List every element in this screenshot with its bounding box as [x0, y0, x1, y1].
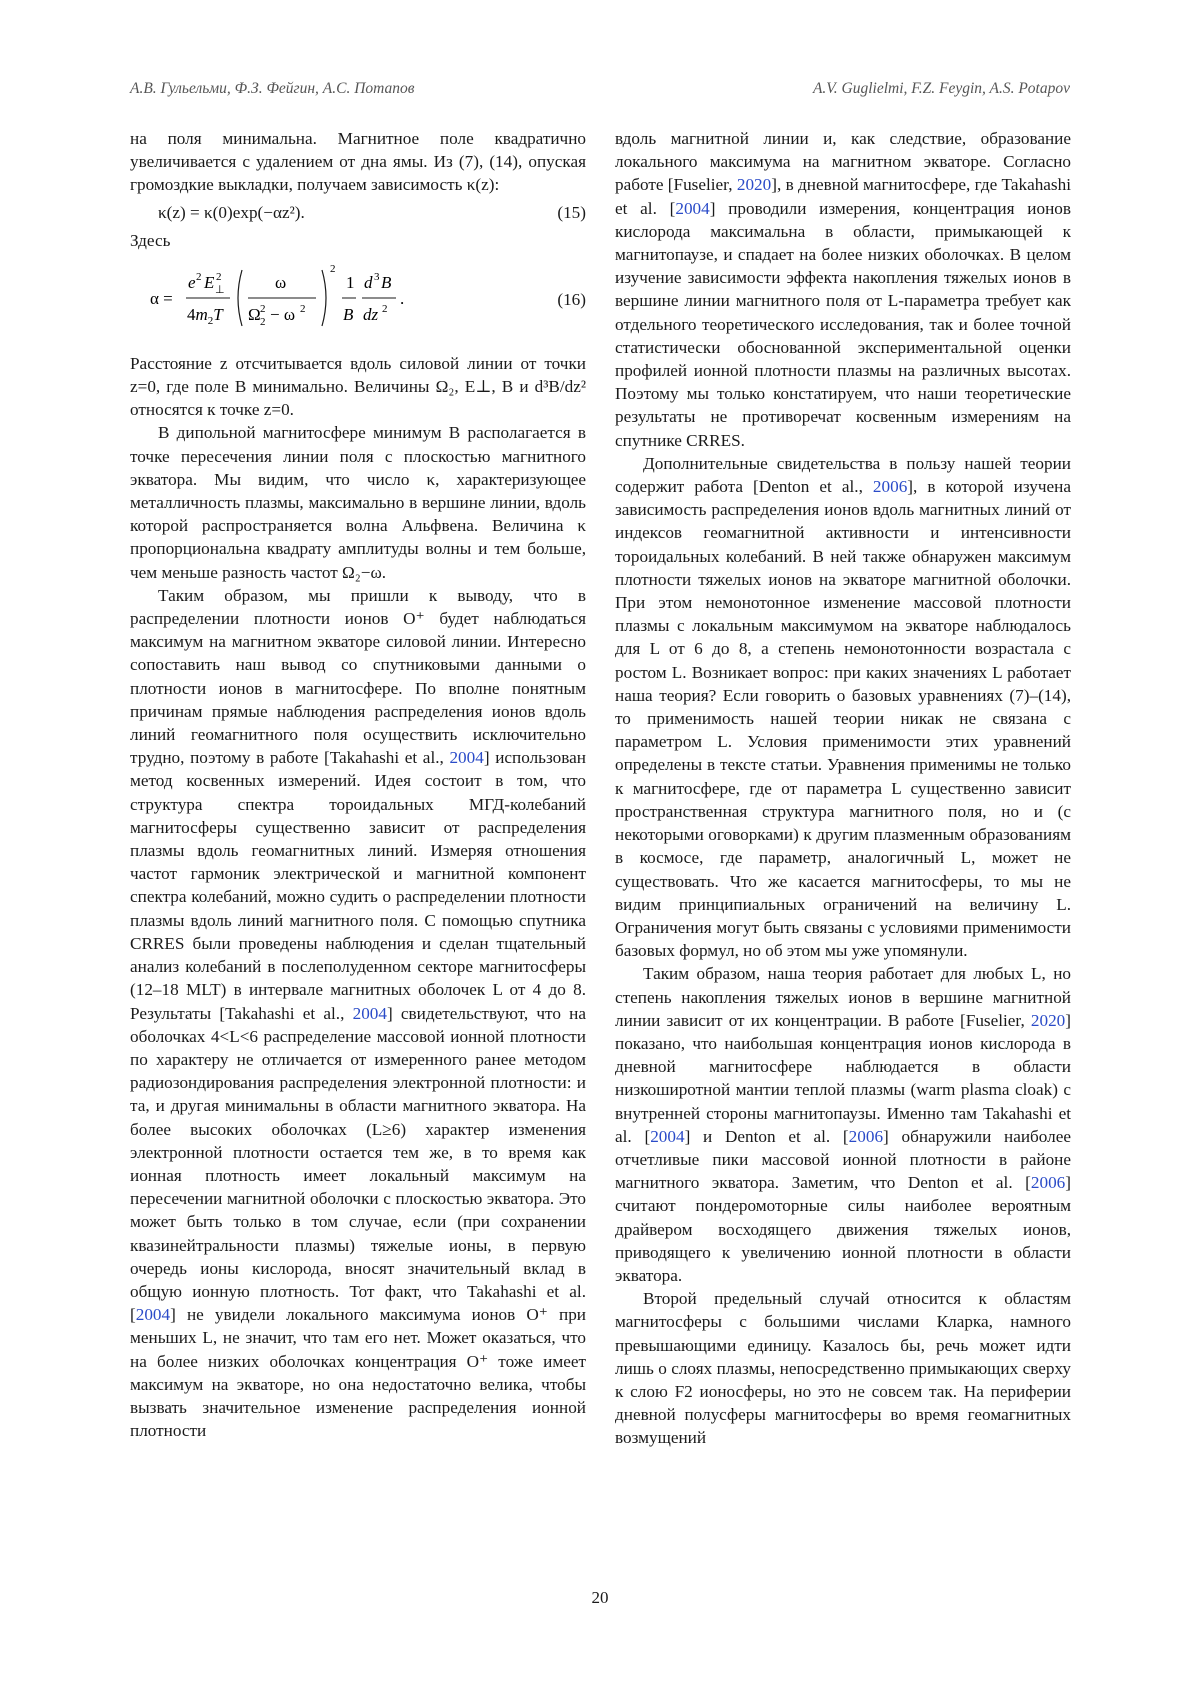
text-run: ] обнаружили наиболее отчетливые пики массовой ионной плотности в районе магнитного экватора. Заметим, что Denton et al. [ — [615, 1126, 1071, 1193]
citation-link[interactable]: 2006 — [848, 1126, 884, 1146]
text-run: вдоль магнитной линии и, как следствие, образование локального максимума на магнитном экваторе. Согласно работе [Fuselier, — [615, 129, 1071, 195]
citation-link[interactable]: 2006 — [872, 477, 908, 497]
svg-text:α =: α = — [150, 288, 173, 308]
svg-text:3: 3 — [374, 270, 380, 283]
text-run: ], в которой изучена зависимость распределения ионов вдоль магнитных линий от индексов геомагнитной активности и интенсивности тороидальных колебаний. В ней также обнаружен максимум плотности тяжелых ионов на экваторе магнитной оболочки. При этом немонотонное изменение массовой плотности плазмы с локальным максимумом на экваторе наблюдалось для L от 6 до 8, а степень немонотонности возрастала с ростом L. Возникает вопрос: при каких значениях L работает наша теория? Если говорить о базовых уравнениях (7)–(14), то применимость нашей теории никак не связана с параметром L. Условия применимости этих уравнений определены в тексте статьи. Уравнения применимы не только к магнитосфере, где от параметра L существенно зависит пространственная структура магнитного поля, но и (с некоторыми оговорками) к другим плазменным образованиям в космосе, где параметр, аналогичный L, может не существовать. Что же касается магнитосферы, то мы не видим принципиальных ограничений на величину L. Ограничения могут быть связаны с условиями применимости базовых формул, но об этом мы уже упомянули. — [615, 477, 1071, 961]
svg-text:1: 1 — [346, 272, 355, 292]
svg-text:dz: dz — [363, 304, 379, 324]
text-run: ], в дневной магнитосфере, где Takahashi et al. [ — [615, 175, 1071, 218]
svg-text:4m2T: $4m_2T$ — [187, 304, 223, 327]
equation-number: (16) — [557, 289, 586, 309]
text-run: ] проводили измерения, концентрация ионов кислорода максимальна в области, примыкающей к магнитопаузе, и спадает на более низких оболочках. В целом изучение зависимости эффекта накопления тяжелых ионов в вершине линии магнитного поля от L-параметра требует как отдельного теоретического исследования, так и более точной статистически обоснованной экспериментальной оценки профилей ионной плотности плазмы на различных высотах. Поэтому мы только констатируем, что наши теоретические результаты не противоречат косвенным измерениям на спутнике CRRES. — [615, 198, 1071, 450]
text-run: ] не увидели локального максимума ионов O⁺ при меньших L, не значит, что там его нет. Может оказаться, что на более низких оболочках концентрация O⁺ тоже имеет максимум на экваторе, но она недостаточно велика, чтобы вызвать значительное изменение распределения ионной плотности — [130, 1305, 586, 1441]
citation-link[interactable]: 2006 — [1030, 1173, 1066, 1193]
paragraph: на поля минимальна. Магнитное поле квадратично увеличивается с удалением от дна ямы. Из (7), (14), опуская громоздкие выкладки, получаем зависимость κ(z): — [130, 129, 586, 195]
svg-text:2: 2 — [382, 302, 388, 315]
svg-text:Ω: Ω — [248, 304, 261, 324]
paragraph: В дипольной магнитосфере минимум B располагается в точке пересечения линии поля с плоскостью магнитного экватора. Мы видим, что число κ, характеризующее металличность плазмы, максимально в вершине линии, вдоль которой распространяется волна Альфвена. Величина κ пропорциональна квадрату амплитуды волны и тем больше, чем меньше разность частот Ω₂−ω. — [130, 423, 586, 582]
left-column — [130, 127, 586, 1442]
running-header — [130, 80, 1070, 104]
svg-text:B: B — [381, 272, 392, 292]
text-run: Дополнительные свидетельства в пользу нашей теории содержит работа [Denton et al., — [615, 453, 1071, 497]
text-run: ] считают пондеромоторные силы наиболее вероятным драйвером восходящего движения тяжелых ионов, приводящего к увеличению ионной плотности в области экватора. — [615, 1173, 1071, 1285]
svg-text:e: e — [188, 272, 196, 292]
svg-text:.: . — [400, 288, 405, 308]
text-run: ] использован метод косвенных измерений. Идея состоит в том, что структура спектра тороидальных МГД-колебаний магнитосферы существенно зависит от распределения плазмы вдоль геомагнитных линий. Измеряя отношения частот гармоник электрической и магнитной компонент спектра колебаний, можно судить о распределении плотности плазмы вдоль линий магнитного поля. С помощью спутника CRRES были проведены наблюдения и сделан тщательный анализ колебаний в послеполуденном секторе магнитосферы (12–18 MLT) в интервале магнитных оболочек L от 4 до 8. Результаты [Takahashi et al., — [130, 748, 586, 1023]
citation-link[interactable]: 2020 — [736, 175, 772, 195]
svg-text:E: E — [204, 272, 215, 292]
svg-text:− ω: − ω — [270, 304, 296, 324]
paragraph — [615, 962, 1071, 1287]
svg-text:2: 2 — [260, 315, 266, 328]
right-column — [615, 127, 1071, 1450]
paragraph — [615, 452, 1071, 962]
svg-text:2: 2 — [300, 302, 306, 315]
svg-text:ω: ω — [275, 272, 287, 292]
text-run: Таким образом, мы пришли к выводу, что в распределении плотности ионов O⁺ будет наблюдаться максимум на магнитном экваторе силовой линии. Интересно сопоставить наш вывод со спутниковыми данными о плотности ионов в магнитосфере. По вполне понятным причинам прямые наблюдения распределения ионов вдоль линий геомагнитного поля осуществить исключительно трудно, поэтому в работе [Takahashi et al., — [130, 585, 586, 768]
equation-number: (15) — [557, 202, 586, 222]
paragraph — [130, 584, 586, 1443]
svg-text:d: d — [364, 272, 373, 292]
paragraph: Здесь — [130, 230, 171, 250]
text-run: Таким образом, наша теория работает для любых L, но степень накопления тяжелых ионов в вершине магнитной линии зависит от их концентрации. В работе [Fuselier, — [615, 964, 1071, 1030]
svg-text:2: 2 — [330, 262, 336, 275]
paragraph: Расстояние z отсчитывается вдоль силовой линии от точки z=0, где поле B минимально. Величины Ω₂, E⊥, B и d³B/dz² относятся к точке z=0. — [130, 353, 586, 420]
svg-text:2: 2 — [260, 302, 266, 315]
citation-link[interactable]: 2004 — [675, 198, 710, 218]
citation-link[interactable]: 2004 — [449, 748, 484, 768]
svg-text:⊥: ⊥ — [215, 283, 225, 296]
header-authors-en: A.V. Guglielmi, F.Z. Feygin, A.S. Potapov — [812, 80, 1070, 97]
equation-16-formula — [150, 258, 470, 342]
svg-text:2: 2 — [196, 270, 202, 283]
citation-link[interactable]: 2004 — [135, 1305, 171, 1325]
paragraph: Второй предельный случай относится к областям магнитосферы с большими числами Кларка, намного превышающими единицу. Казалось бы, речь может идти лишь о слоях плазмы, непосредственно примыкающих сверху к слою F2 ионосферы, но это не совсем так. На периферии дневной полусферы магнитосферы во время геомагнитных возмущений — [615, 1289, 1071, 1448]
paragraph — [615, 127, 1071, 452]
page-number: 20 — [591, 1588, 609, 1607]
equation-expression: κ(z) = κ(0)exp(−αz²). — [158, 202, 305, 222]
svg-text:B: B — [343, 304, 354, 324]
citation-link[interactable]: 2020 — [1030, 1010, 1066, 1030]
text-run: ] свидетельствуют, что на оболочках 4<L<6 распределение массовой ионной плотности по характеру не отличается от измеренного ранее методом радиозондирования распределения электронной плотности: и та, и другая минимальны в области магнитного экватора. На более высоких оболочках (L≥6) характер изменения электронной плотности остается тем же, в то время как ионная плотность имеет локальный максимум на пересечении магнитной оболочки с плоскостью экватора. Это может быть только в том случае, если (при сохранении квазинейтральности плазмы) тяжелые ионы, в первую очередь ионы кислорода, вносят значительный вклад в общую ионную плотность. Тот факт, что Takahashi et al. [ — [130, 1003, 586, 1325]
text-run: ] и Denton et al. [ — [684, 1126, 849, 1146]
equation-16 — [130, 258, 586, 342]
text-run: ] показано, что наибольшая концентрация ионов кислорода в дневной магнитосфере наблюдается в области низкоширотной мантии теплой плазмы (warm plasma cloak) с внутренней стороны магнитопаузы. Именно там Takahashi et al. [ — [615, 1010, 1071, 1146]
equation-15 — [130, 201, 586, 225]
header-authors-ru: А.В. Гульельми, Ф.З. Фейгин, А.С. Потапов — [130, 80, 415, 97]
citation-link[interactable]: 2004 — [650, 1126, 685, 1146]
citation-link[interactable]: 2004 — [352, 1003, 387, 1023]
svg-text:2: 2 — [216, 270, 222, 283]
